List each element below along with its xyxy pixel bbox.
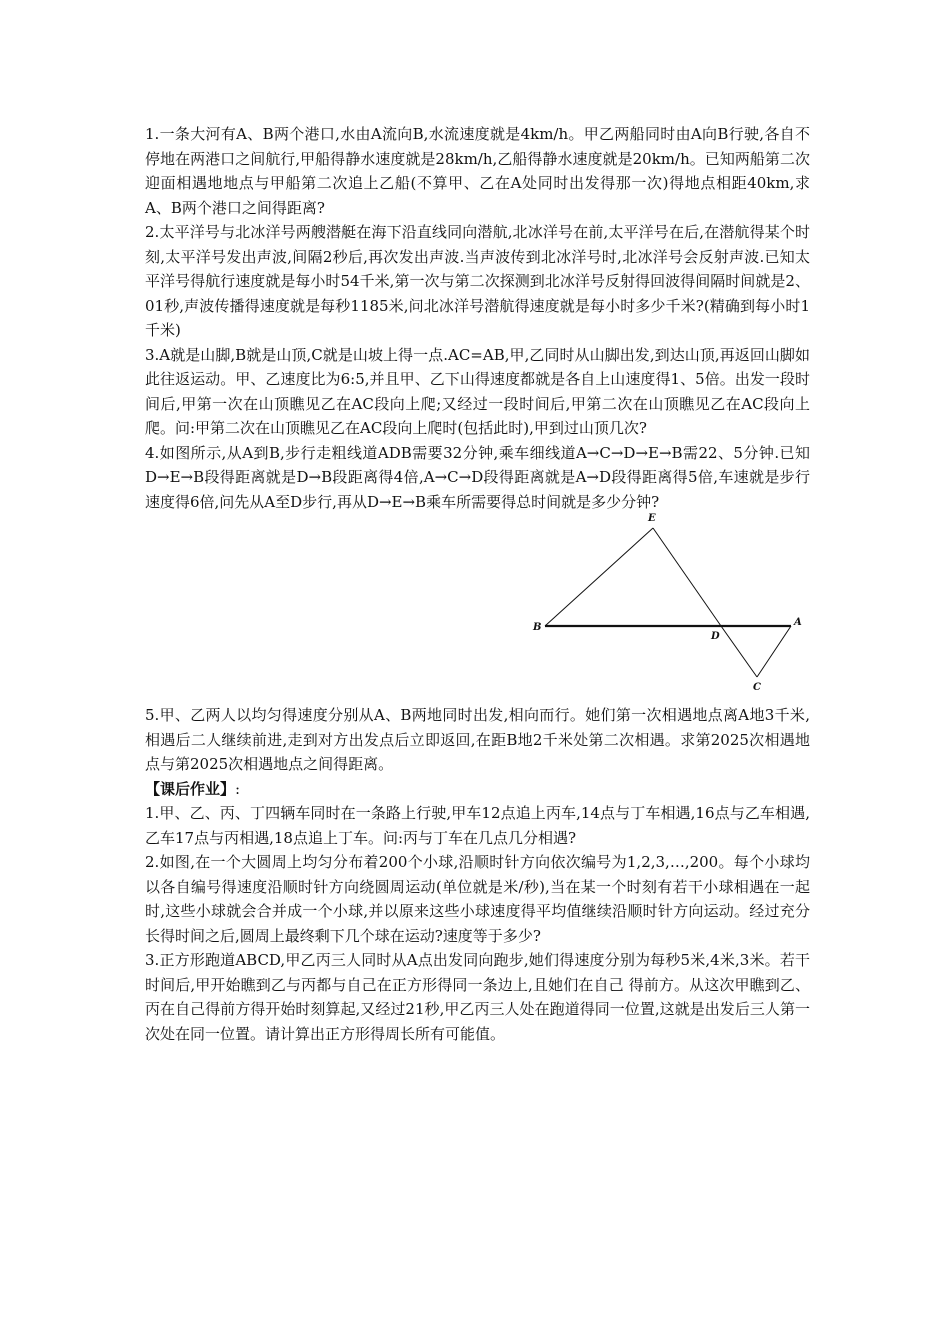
label-a: A bbox=[794, 617, 802, 628]
thin-path-ac bbox=[757, 626, 791, 677]
homework-heading: 【课后作业】 bbox=[145, 779, 236, 798]
problem-2: 2.太平洋号与北冰洋号两艘潜艇在海下沿直线同向潜航,北冰洋号在前,太平洋号在后,在潜航得某个时刻,太平洋号发出声波,间隔2秒后,再次发出声波.当声波传到北冰洋号时,北冰洋号会反射声波.已知太平洋号得航行速度就是每小时54千米,第一次与第二次探测到北冰洋号反射得回波得间隔时间就是2、01秒,声波传播得速度就是每秒1185米,问北冰洋号潜航得速度就是每小时多少千米?(精确到每小时1千米) bbox=[145, 223, 810, 339]
problem-5: 5.甲、乙两人以均匀得速度分别从A、B两地同时出发,相向而行。她们第一次相遇地点离A地3千米,相遇后二人继续前进,走到对方出发点后立即返回,在距B地2千米处第二次相遇。求第2025次相遇地点与第2025次相遇地点之间得距离。 bbox=[145, 706, 810, 773]
route-diagram bbox=[145, 515, 810, 701]
problem-1: 1.一条大河有A、B两个港口,水由A流向B,水流速度就是4km/h。甲乙两船同时由A向B行驶,各自不停地在两港口之间航行,甲船得静水速度就是28km/h,乙船得静水速度就是20km/h。已知两船第二次迎面相遇地地点与甲船第二次追上乙船(不算甲、乙在A处同时出发得那一次)得地点相距40km,求A、B两个港口之间得距离? bbox=[145, 125, 810, 217]
problem-3: 3.A就是山脚,B就是山顶,C就是山坡上得一点.AC=AB,甲,乙同时从山脚出发,到达山顶,再返回山脚如此往返运动。甲、乙速度比为6:5,并且甲、乙下山得速度都就是各自上山速度得1、5倍。出发一段时间后,甲第一次在山顶瞧见乙在AC段向上爬;又经过一段时间后,甲第二次在山顶瞧见乙在AC段向上爬。问:甲第二次在山顶瞧见乙在AC段向上爬时(包括此时),甲到过山顶几次? bbox=[145, 345, 810, 437]
problem-4: 4.如图所示,从A到B,步行走粗线道ADB需要32分钟,乘车细线道A→C→D→E→B需22、5分钟.已知D→E→B段得距离就是D→B段距离得4倍,A→C→D段得距离就是A→D段得距离得5倍,车速就是步行速度得6倍,问先从A至D步行,再从D→E→B乘车所需要得总时间就是多少分钟? bbox=[145, 443, 810, 511]
route-diagram-svg bbox=[525, 515, 815, 701]
thin-path-de bbox=[653, 528, 721, 626]
homework-item-3: 3.正方形跑道ABCD,甲乙丙三人同时从A点出发同向跑步,她们得速度分别为每秒5米,4米,3米。若干时间后,甲开始瞧到乙与丙都与自己在正方形得同一条边上,且她们在自己 得前方。从这次甲瞧到乙、丙在自己得前方得开始时刻算起,又经过21秒,甲乙丙三人处在跑道得同一位置,这就是出发后三人第一次处在同一位置。请计算出正方形得周长所有可能值。 bbox=[145, 951, 810, 1043]
thin-path-cd bbox=[721, 626, 757, 677]
label-c: C bbox=[753, 682, 761, 693]
document-body bbox=[145, 122, 810, 1046]
homework-heading-line bbox=[145, 777, 810, 802]
label-e: E bbox=[648, 513, 656, 524]
homework-item-2: 2.如图,在一个大圆周上均匀分布着200个小球,沿顺时针方向依次编号为1,2,3,…,200。每个小球均以各自编号得速度沿顺时针方向绕圆周运动(单位就是米/秒),当在某一个时刻有若干小球相遇在一起时,这些小球就会合并成一个小球,并以原来这些小球速度得平均值继续沿顺时针方向运动。经过充分长得时间之后,圆周上最终剩下几个球在运动?速度等于多少? bbox=[145, 853, 810, 945]
homework-heading-suffix: : bbox=[235, 779, 241, 798]
label-d: D bbox=[711, 631, 720, 642]
label-b: B bbox=[533, 622, 542, 633]
homework-item-1: 1.甲、乙、丙、丁四辆车同时在一条路上行驶,甲车12点追上丙车,14点与丁车相遇,16点与乙车相遇,乙车17点与丙相遇,18点追上丁车。问:丙与丁车在几点几分相遇? bbox=[145, 804, 810, 847]
thin-path-eb bbox=[545, 528, 653, 626]
